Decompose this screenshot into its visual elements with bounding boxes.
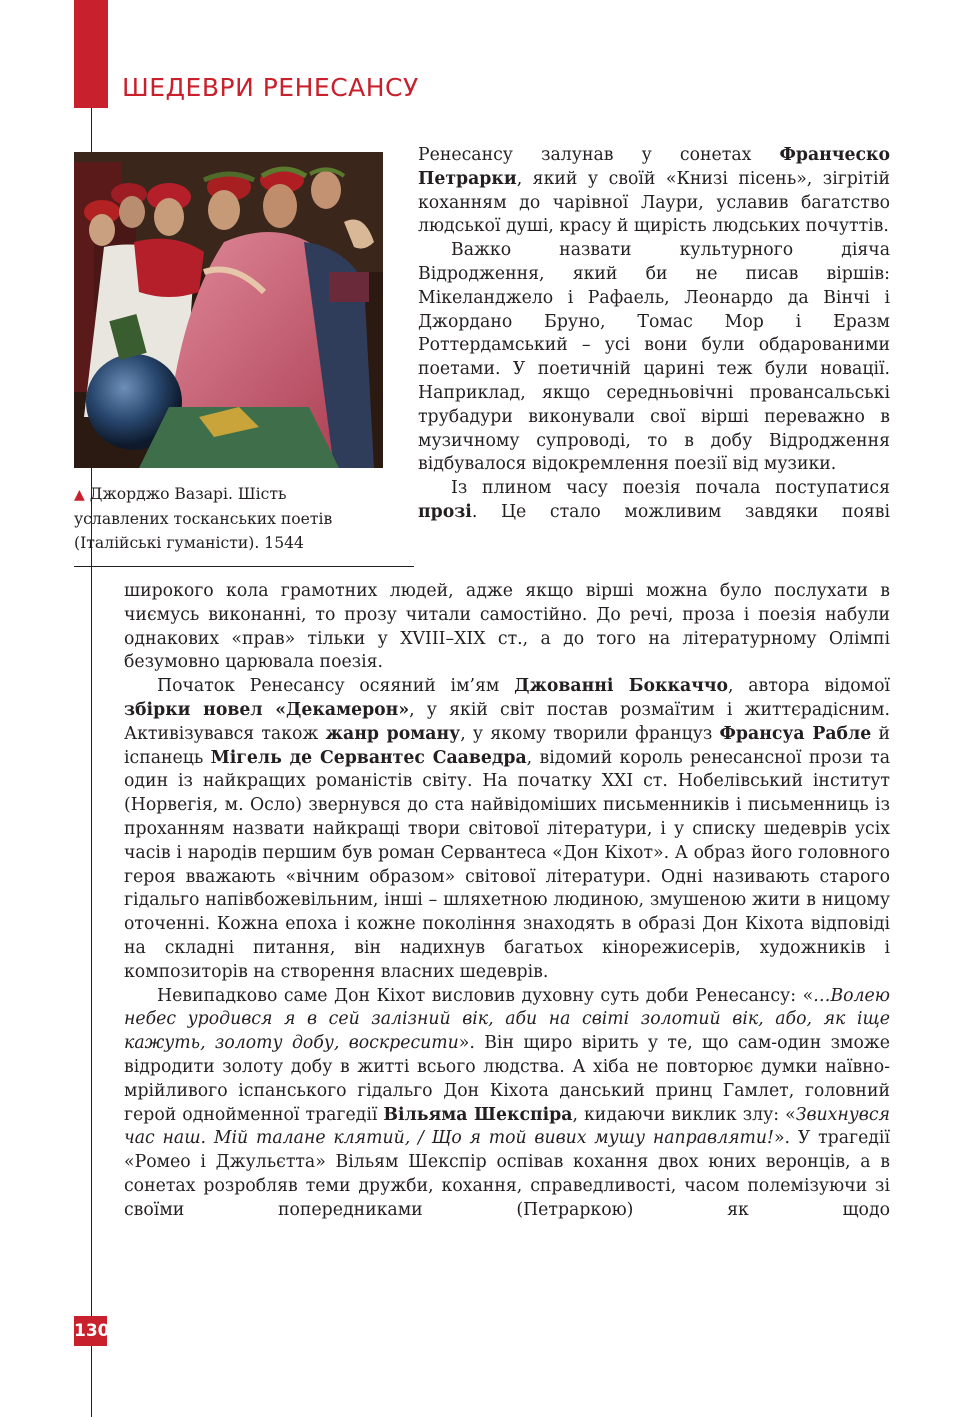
- vasari-painting-image: [74, 152, 383, 468]
- paragraph: Ренесансу залунав у сонетах Франческо Петрарки, який у своїй «Книзі пісень», зігрітій коханням до чарівної Лаури, уславив багатство людської душі, красу й щирість людських почуттів.: [418, 145, 890, 237]
- paragraph: широкого кола грамотних людей, адже якщо вірші можна було послухати в чиємусь виконанні, то прозу читали самостійно. До речі, проза і поезія набули однакових «прав» тільки у XVIII–XIX ст., а до того на літературному Олімпі безумовно царювала поезія.: [124, 581, 890, 673]
- section-title: ШЕДЕВРИ РЕНЕСАНСУ: [122, 73, 419, 102]
- section-tab: [74, 0, 108, 108]
- right-column-text: [418, 144, 890, 525]
- caption-triangle-icon: ▲: [74, 487, 85, 503]
- caption-text: Джорджо Вазарі. Шість уславлених тосканських поетів (Італійські гуманісти). 1544: [74, 485, 333, 552]
- page-number: 130: [74, 1316, 107, 1346]
- paragraph: Важко назвати культурного діяча Відродження, який би не писав віршів: Мікеланджело і Рафаель, Леонардо да Вінчі і Джордано Бруно, Томас Мор і Еразм Роттердамський – усі вони були обдарованими поетами. У поетичній царині теж були новації. Наприклад, якщо середньовічні прованcальські трубадури виконували свої вірші переважно в музичному супроводі, то в добу Відродження відбувалося відокремлення поезії від музики.: [418, 240, 890, 475]
- paragraph: Початок Ренесансу осяяний ім’ям Джованні Боккаччо, автора відомої збірки новел «Декамерон», у якій світ постав розмаїтим і життєрадісним. Активізувався також жанр роману, у якому творили француз Франсуа Рабле й іспанець Мігель де Сервантес Сааведра, відомий король ренесансної прози та один із найкращих романістів світу. На початку XXI ст. Нобелівський інститут (Норвегія, м. Осло) звернувся до ста найвідоміших письменників і письменниць із проханням назвати найкращі твори світової літератури, і у списку шедеврів усіх часів і народів першим був роман Сервантеса «Дон Кіхот». А образ його головного героя вважають «вічним образом» світової літератури. Одні називають старого гідальго напівбожевільним, інші – шляхетною людиною, змушеною жити в ницому оточенні. Кожна епоха і кожне покоління знаходять в образі Дон Кіхота відповіді на складні питання, він надихнув багатьох кінорежисерів, художників і композиторів на створення власних шедеврів.: [124, 676, 890, 982]
- figure-caption: [74, 482, 374, 555]
- caption-divider: [74, 566, 414, 567]
- paragraph: Невипадково саме Дон Кіхот висловив духовну суть доби Ренесансу: «…Волею небес уродився я в сей залізний вік, аби на світі золотий вік, або, як іще кажуть, золоту добу, воскресити». Він щиро вірить у те, що сам-один зможе відродити золоту добу в житті всього людства. А хіба не повторює думки наївно-мрійливого іспанського гідальго Дон Кіхота данський принц Гамлет, головний герой однойменної трагедії Вільяма Шекспіра, кидаючи виклик злу: «Звихнувся час наш. Мій талане клятий, / Що я той вивих мушу направляти!». У трагедії «Ромео і Джульєтта» Вільям Шекспір оспівав кохання двох юних веронців, а в сонетах розробляв теми дружби, кохання, справедливості, часом полемізуючи зі своїми попередниками (Петраркою) як щодо: [124, 985, 890, 1220]
- full-width-text: [124, 580, 890, 1223]
- paragraph: Із плином часу поезія почала поступатися прозі. Це стало можливим завдяки появі: [418, 478, 890, 522]
